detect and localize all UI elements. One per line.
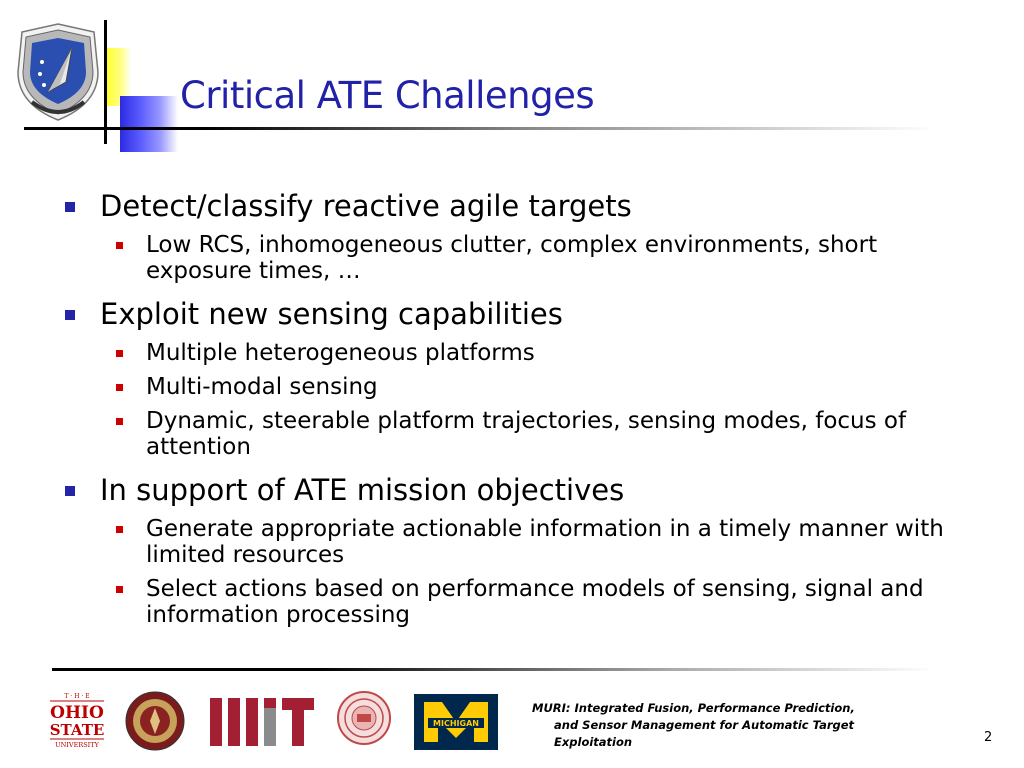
mit-logo [210, 694, 314, 750]
sub-bullet-text: Dynamic, steerable platform trajectories, sensing modes, focus of attention [146, 408, 907, 460]
footer-rule [52, 668, 936, 671]
header-blue-accent [120, 96, 178, 152]
bullet-text: Exploit new sensing capabilities [100, 297, 563, 331]
sub-bullet-text: Multiple heterogeneous platforms [146, 340, 535, 366]
university-seal-logo [336, 690, 392, 746]
osu-logo-bottom: UNIVERSITY [55, 741, 99, 749]
sub-bullet-item [62, 576, 962, 628]
bullet-square-icon [65, 486, 75, 496]
osu-logo-main1: OHIO [50, 703, 104, 723]
bullet-square-icon [65, 310, 75, 320]
footer-caption-rest: and Sensor Management for Automatic Target Exploitation [554, 718, 855, 749]
sub-bullet-item [62, 408, 962, 460]
sub-bullet-item [62, 516, 962, 568]
sub-bullet-square-icon [116, 350, 123, 357]
page-number: 2 [984, 730, 993, 745]
sub-bullet-text: Low RCS, inhomogeneous clutter, complex environments, short exposure times, … [146, 232, 878, 284]
bullet-text: Detect/classify reactive agile targets [100, 189, 632, 223]
sub-bullet-square-icon [116, 586, 123, 593]
bullet-item [62, 472, 962, 508]
ohio-state-logo [48, 690, 106, 750]
sub-bullet-square-icon [116, 384, 123, 391]
sub-bullet-square-icon [116, 242, 123, 249]
sub-bullet-text: Select actions based on performance models of sensing, signal and information processing [146, 576, 924, 628]
florida-state-seal-logo [124, 690, 186, 752]
sub-bullet-square-icon [116, 418, 123, 425]
sub-bullet-item [62, 374, 962, 400]
sub-bullet-text: Generate appropriate actionable information in a timely manner with limited resources [146, 516, 944, 568]
sub-bullet-item [62, 232, 962, 284]
sub-bullet-square-icon [116, 526, 123, 533]
slide-title: Critical ATE Challenges [180, 74, 595, 117]
bullet-square-icon [65, 202, 75, 212]
michigan-logo [414, 694, 498, 750]
header-horizontal-rule [24, 127, 936, 130]
slide-content [62, 188, 962, 628]
osu-logo-top: T · H · E [64, 693, 90, 700]
sub-bullet-item [62, 340, 962, 366]
footer-caption-line1: MURI: Integrated Fusion, Performance Prediction, [532, 701, 855, 715]
bullet-text: In support of ATE mission objectives [100, 473, 625, 507]
osu-logo-main2: STATE [49, 721, 105, 739]
footer-caption [532, 700, 912, 751]
sub-bullet-text: Multi-modal sensing [146, 374, 378, 400]
bullet-item [62, 296, 962, 332]
bullet-item [62, 188, 962, 224]
michigan-logo-text: MICHIGAN [433, 719, 479, 728]
header-vertical-rule [104, 20, 107, 144]
afrl-logo [12, 22, 104, 122]
